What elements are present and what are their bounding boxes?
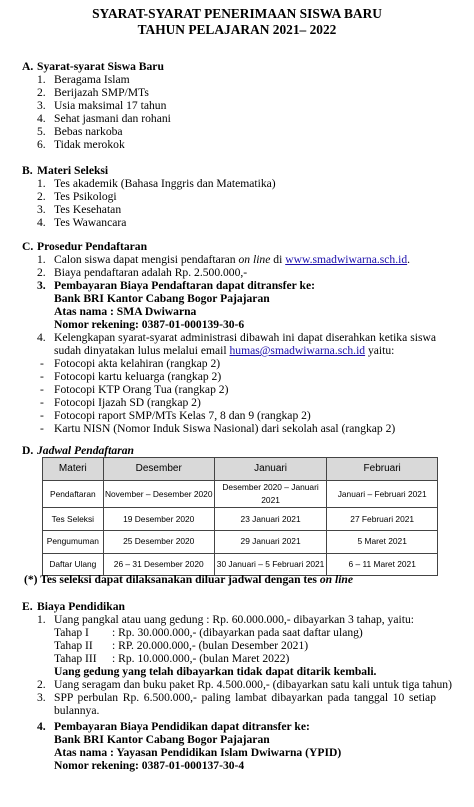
list-item: Fotocopi raport SMP/MTs Kelas 7, 8 dan 9 (rangkap 2) (54, 409, 311, 422)
bullet-dash: - (40, 383, 44, 396)
table-row (43, 508, 438, 531)
item-text: di (270, 253, 286, 266)
table-cell: Pengumuman (43, 531, 104, 554)
section-c-item-2: Biaya pendaftaran adalah Rp. 2.500.000,- (54, 266, 248, 279)
schedule-table (42, 457, 438, 576)
list-item: Bebas narkoba (54, 125, 123, 138)
section-e-heading: Biaya Pendidikan (37, 600, 125, 613)
document-title-line1: SYARAT-SYARAT PENERIMAAN SISWA BARU (92, 6, 382, 21)
table-row (43, 531, 438, 554)
column-header: Februari (327, 458, 438, 481)
item-text: yaitu: (365, 344, 395, 357)
section-c-item-3: Pembayaran Biaya Pendaftaran dapat ditransfer ke: (54, 279, 315, 292)
list-number: 1. (37, 613, 46, 626)
item-text-italic: on line (238, 253, 271, 266)
item-text: sudah dinyatakan lulus melalui email (54, 344, 230, 357)
table-cell: Daftar Ulang (43, 553, 104, 576)
list-item: Tes Wawancara (54, 216, 127, 229)
list-number: 2. (37, 678, 46, 691)
section-a-letter: A. (22, 60, 34, 73)
section-b-letter: B. (22, 164, 33, 177)
account-holder: Atas nama : SMA Dwiwarna (54, 305, 197, 318)
list-number: 4. (37, 112, 46, 125)
tahap-label: Tahap II (54, 639, 93, 652)
list-number: 1. (37, 177, 46, 190)
bullet-dash: - (40, 357, 44, 370)
note-text-italic: on line (319, 573, 354, 586)
section-e-item-3-line1: SPP perbulan Rp. 6.500.000,- paling lambat dibayarkan pada tanggal 10 setiap (54, 691, 436, 704)
list-number: 6. (37, 138, 46, 151)
list-number: 1. (37, 73, 46, 86)
bullet-dash: - (40, 396, 44, 409)
tahap-text: : RP. 20.000.000,- (bulan Desember 2021) (112, 639, 309, 652)
table-cell: 23 Januari 2021 (214, 508, 327, 531)
tahap-text: : Rp. 10.000.000,- (bulan Maret 2022) (112, 652, 290, 665)
table-cell: November – Desember 2020 (103, 481, 214, 508)
list-item: Kartu NISN (Nomor Induk Siswa Nasional) dari sekolah asal (rangkap 2) (54, 422, 396, 435)
table-cell: Desember 2020 – Januari 2021 (214, 481, 327, 508)
schedule-note (24, 573, 353, 586)
tahap-label: Tahap I (54, 626, 89, 639)
list-number: 4. (37, 331, 46, 344)
list-item: Tes akademik (Bahasa Inggris dan Matematika) (54, 177, 276, 190)
bullet-dash: - (40, 370, 44, 383)
section-e-item-3-line2: bulannya. (54, 704, 100, 717)
list-item: Fotocopi Ijazah SD (rangkap 2) (54, 396, 201, 409)
list-number: 1. (37, 253, 46, 266)
item-text: Calon siswa dapat mengisi pendaftaran (54, 253, 239, 266)
section-c-item-4-line1: Kelengkapan syarat-syarat administrasi dibawah ini dapat diserahkan ketika siswa (54, 331, 436, 344)
tahap-label: Tahap III (54, 652, 97, 665)
column-header: Desember (103, 458, 214, 481)
column-header: Januari (214, 458, 327, 481)
table-cell: Januari – Februari 2021 (327, 481, 438, 508)
table-cell: 26 – 31 Desember 2020 (103, 553, 214, 576)
table-cell: 19 Desember 2020 (103, 508, 214, 531)
list-number: 3. (37, 99, 46, 112)
list-number: 4. (37, 720, 46, 733)
section-c-item-1 (54, 253, 410, 266)
section-e-letter: E. (22, 600, 33, 613)
table-cell: Pendaftaran (43, 481, 104, 508)
list-number: 5. (37, 125, 46, 138)
bullet-dash: - (40, 422, 44, 435)
list-item: Tes Psikologi (54, 190, 117, 203)
bank-name: Bank BRI Kantor Cabang Bogor Pajajaran (54, 292, 270, 305)
section-a-heading: Syarat-syarat Siswa Baru (37, 60, 164, 73)
list-item: Fotocopi KTP Orang Tua (rangkap 2) (54, 383, 229, 396)
list-number: 3. (37, 203, 46, 216)
list-item: Tidak merokok (54, 138, 125, 151)
section-c-letter: C. (22, 240, 34, 253)
list-item: Usia maksimal 17 tahun (54, 99, 167, 112)
table-cell: 25 Desember 2020 (103, 531, 214, 554)
list-number: 4. (37, 216, 46, 229)
table-row (43, 481, 438, 508)
account-holder: Atas nama : Yayasan Pendidikan Islam Dwiwarna (YPID) (54, 746, 342, 759)
list-number: 2. (37, 86, 46, 99)
list-number: 2. (37, 190, 46, 203)
list-item: Berijazah SMP/MTs (54, 86, 149, 99)
section-b-heading: Materi Seleksi (37, 164, 109, 177)
bank-name: Bank BRI Kantor Cabang Bogor Pajajaran (54, 733, 270, 746)
website-link[interactable]: www.smadwiwarna.sch.id (285, 253, 408, 266)
section-d-letter: D. (22, 444, 34, 457)
list-item: Fotocopi akta kelahiran (rangkap 2) (54, 357, 221, 370)
section-e-item-4: Pembayaran Biaya Pendidikan dapat ditransfer ke: (54, 720, 310, 733)
list-item: Fotocopi kartu keluarga (rangkap 2) (54, 370, 222, 383)
section-c-item-4-line2 (54, 344, 394, 357)
section-e-item-2: Uang seragam dan buku paket Rp. 4.500.000,- (dibayarkan satu kali untuk tiga tahun) (54, 678, 452, 691)
column-header: Materi (43, 458, 104, 481)
tahap-text: : Rp. 30.000.000,- (dibayarkan pada saat daftar ulang) (112, 626, 363, 639)
list-item: Sehat jasmani dan rohani (54, 112, 171, 125)
item-text: . (407, 253, 411, 266)
table-cell: 29 Januari 2021 (214, 531, 327, 554)
list-number: 3. (37, 279, 46, 292)
section-c-heading: Prosedur Pendaftaran (37, 240, 148, 253)
list-item: Tes Kesehatan (54, 203, 122, 216)
table-cell: 30 Januari – 5 Februari 2021 (214, 553, 327, 576)
bullet-dash: - (40, 409, 44, 422)
table-cell: Tes Seleksi (43, 508, 104, 531)
note-text: (*) Tes seleksi dapat dilaksanakan diluar jadwal dengan tes (24, 573, 320, 586)
list-number: 2. (37, 266, 46, 279)
gedung-note: Uang gedung yang telah dibayarkan tidak dapat ditarik kembali. (54, 665, 377, 678)
account-number: Nomor rekening: 0387-01-000139-30-6 (54, 318, 245, 331)
document-title-line2: TAHUN PELAJARAN 2021– 2022 (137, 22, 337, 37)
table-cell: 6 – 11 Maret 2021 (327, 553, 438, 576)
email-link[interactable]: humas@smadwiwarna.sch.id (229, 344, 366, 357)
list-number: 3. (37, 691, 46, 704)
list-item: Beragama Islam (54, 73, 130, 86)
table-header-row (43, 458, 438, 481)
section-e-item-1: Uang pangkal atau uang gedung : Rp. 60.000.000,- dibayarkan 3 tahap, yaitu: (54, 613, 414, 626)
table-cell: 27 Februari 2021 (327, 508, 438, 531)
section-d-heading: Jadwal Pendaftaran (37, 444, 134, 457)
table-cell: 5 Maret 2021 (327, 531, 438, 554)
account-number: Nomor rekening: 0387-01-000137-30-4 (54, 759, 245, 772)
